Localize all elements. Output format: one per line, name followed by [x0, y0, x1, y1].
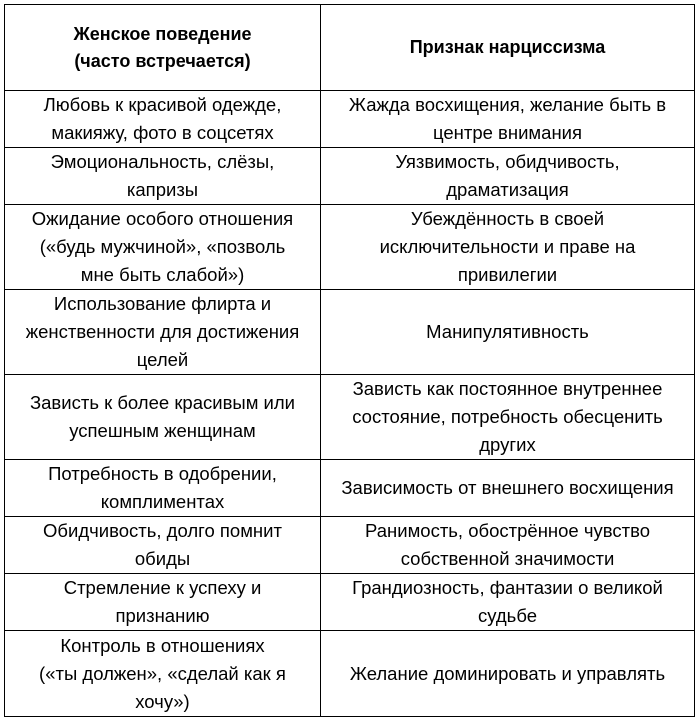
- sign-cell: Желание доминировать и управлять: [321, 631, 695, 717]
- behavior-cell: Обидчивость, долго помнит обиды: [5, 517, 321, 574]
- sign-cell: Ранимость, обострённое чувство собственной значимости: [321, 517, 695, 574]
- sign-cell: Зависть как постоянное внутреннее состояние, потребность обесценить других: [321, 375, 695, 460]
- comparison-table: [4, 4, 695, 717]
- table-row: [5, 91, 695, 148]
- sign-cell: Манипулятивность: [321, 290, 695, 375]
- sign-cell: Убеждённость в своей исключительности и праве на привилегии: [321, 205, 695, 290]
- table-row: [5, 631, 695, 717]
- column-header-narcissism-sign: Признак нарциссизма: [321, 5, 695, 91]
- sign-cell: Уязвимость, обидчивость, драматизация: [321, 148, 695, 205]
- comparison-table-container: [4, 4, 694, 717]
- sign-cell: Жажда восхищения, желание быть в центре внимания: [321, 91, 695, 148]
- behavior-cell: Эмоциональность, слёзы, капризы: [5, 148, 321, 205]
- table-header-row: [5, 5, 695, 91]
- table-row: [5, 148, 695, 205]
- table-row: [5, 460, 695, 517]
- behavior-cell: Контроль в отношениях («ты должен», «сделай как я хочу»): [5, 631, 321, 717]
- sign-cell: Зависимость от внешнего восхищения: [321, 460, 695, 517]
- behavior-cell: Использование флирта и женственности для достижения целей: [5, 290, 321, 375]
- table-row: [5, 290, 695, 375]
- behavior-cell: Потребность в одобрении, комплиментах: [5, 460, 321, 517]
- sign-cell: Грандиозность, фантазии о великой судьбе: [321, 574, 695, 631]
- behavior-cell: Ожидание особого отношения («будь мужчиной», «позволь мне быть слабой»): [5, 205, 321, 290]
- table-row: [5, 517, 695, 574]
- column-header-female-behavior: Женское поведение (часто встречается): [5, 5, 321, 91]
- behavior-cell: Стремление к успеху и признанию: [5, 574, 321, 631]
- table-row: [5, 574, 695, 631]
- behavior-cell: Любовь к красивой одежде, макияжу, фото в соцсетях: [5, 91, 321, 148]
- table-row: [5, 205, 695, 290]
- behavior-cell: Зависть к более красивым или успешным женщинам: [5, 375, 321, 460]
- table-row: [5, 375, 695, 460]
